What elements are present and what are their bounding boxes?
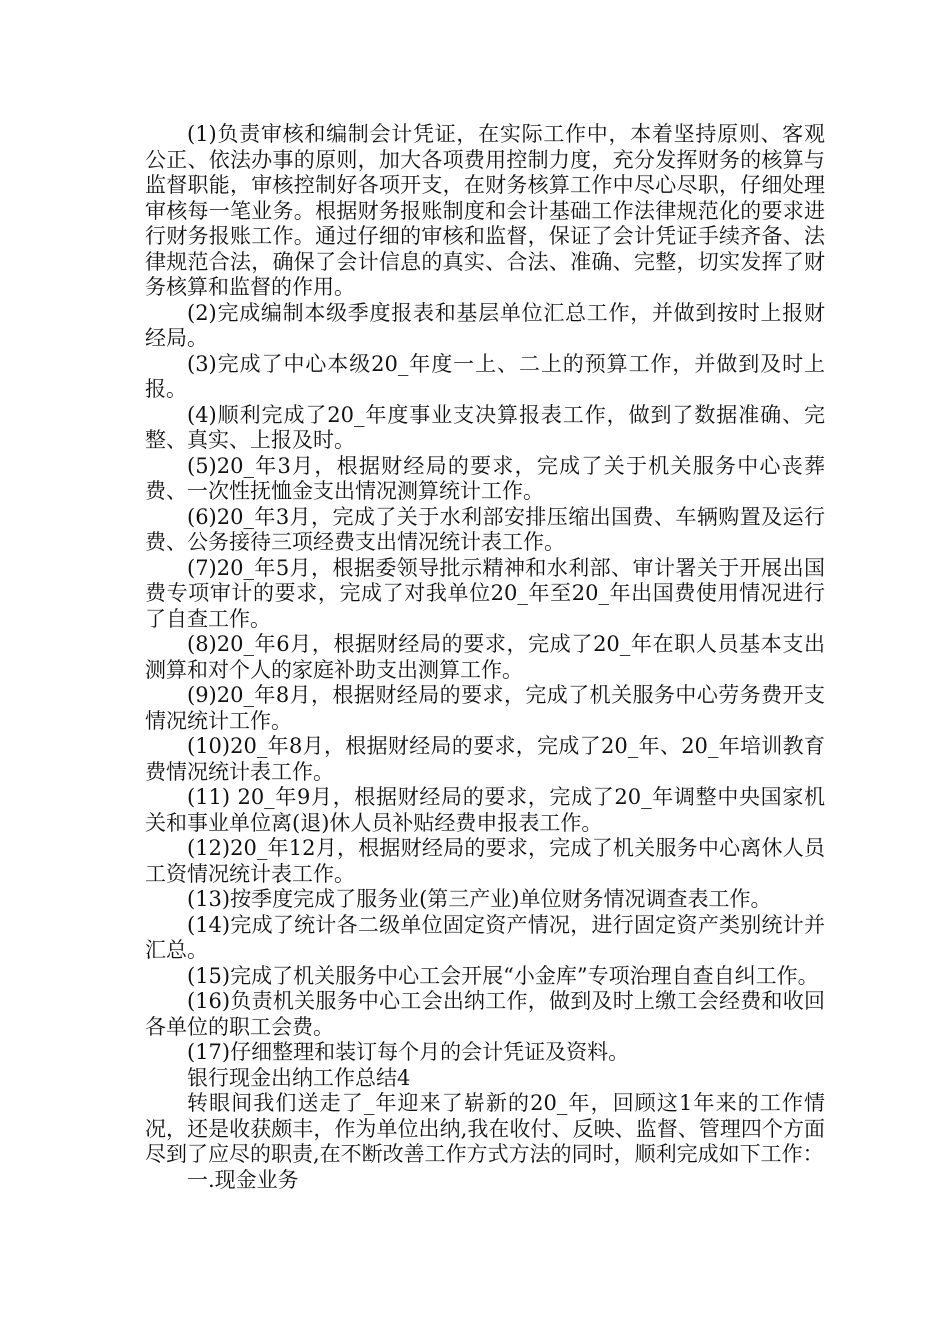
paragraph-5: (5)20_年3月，根据财经局的要求，完成了关于机关服务中心丧葬费、一次性抚恤金支出情况测算统计工作。 (145, 453, 825, 503)
paragraph-10: (10)20_年8月，根据财经局的要求，完成了20_年、20_年培训教育费情况统计表工作。 (145, 734, 825, 784)
paragraph-16: (16)负责机关服务中心工会出纳工作，做到及时上缴工会经费和收回各单位的职工会费。 (145, 989, 825, 1039)
paragraph-6: (6)20_年3月，完成了关于水利部安排压缩出国费、车辆购置及运行费、公务接待三项经费支出情况统计表工作。 (145, 504, 825, 554)
paragraph-11: (11) 20_年9月，根据财经局的要求，完成了20_年调整中央国家机关和事业单位离(退)休人员补贴经费申报表工作。 (145, 785, 825, 835)
paragraph-13: (13)按季度完成了服务业(第三产业)单位财务情况调查表工作。 (187, 887, 772, 911)
paragraph-17: (17)仔细整理和装订每个月的会计凭证及资料。 (187, 1040, 630, 1064)
paragraph-9: (9)20_年8月，根据财经局的要求，完成了机关服务中心劳务费开支情况统计工作。 (145, 683, 825, 733)
section-title: 银行现金出纳工作总结4 (187, 1065, 411, 1090)
document-body (145, 122, 825, 1193)
paragraph-3: (3)完成了中心本级20_年度一上、二上的预算工作，并做到及时上报。 (145, 351, 825, 401)
paragraph-15: (15)完成了机关服务中心工会开展“小金库”专项治理自查自纠工作。 (187, 963, 819, 988)
paragraph-4: (4)顺利完成了20_年度事业支决算报表工作，做到了数据准确、完整、真实、上报及时。 (145, 402, 825, 452)
paragraph-8: (8)20_年6月，根据财经局的要求，完成了20_年在职人员基本支出测算和对个人的家庭补助支出测算工作。 (145, 632, 825, 682)
paragraph-2: (2)完成编制本级季度报表和基层单位汇总工作，并做到按时上报财经局。 (145, 300, 825, 350)
paragraph-14: (14)完成了统计各二级单位固定资产情况，进行固定资产类别统计并汇总。 (145, 912, 825, 962)
paragraph-12: (12)20_年12月，根据财经局的要求，完成了机关服务中心离休人员工资情况统计表工作。 (145, 836, 825, 886)
paragraph-7: (7)20_年5月，根据委领导批示精神和水利部、审计署关于开展出国费专项审计的要求，完成了对我单位20_年至20_年出国费使用情况进行了自查工作。 (145, 555, 825, 631)
subsection-title: 一.现金业务 (187, 1167, 299, 1192)
paragraph-18: 转眼间我们送走了_年迎来了崭新的20_年，回顾这1年来的工作情况，还是收获颇丰，作为单位出纳,我在收付、反映、监督、管理四个方面尽到了应尽的职责,在不断改善工作方式方法的同时，顺利完成如下工作： (145, 1091, 825, 1166)
paragraph-1: (1)负责审核和编制会计凭证，在实际工作中，本着坚持原则、客观公正、依法办事的原则，加大各项费用控制力度，充分发挥财务的核算与监督职能，审核控制好各项开支，在财务核算工作中尽心尽职，仔细处理审核每一笔业务。根据财务报账制度和会计基础工作法律规范化的要求进行财务报账工作。通过仔细的审核和监督，保证了会计凭证手续齐备、法律规范合法，确保了会计信息的真实、合法、准确、完整，切实发挥了财务核算和监督的作用。 (145, 122, 825, 299)
